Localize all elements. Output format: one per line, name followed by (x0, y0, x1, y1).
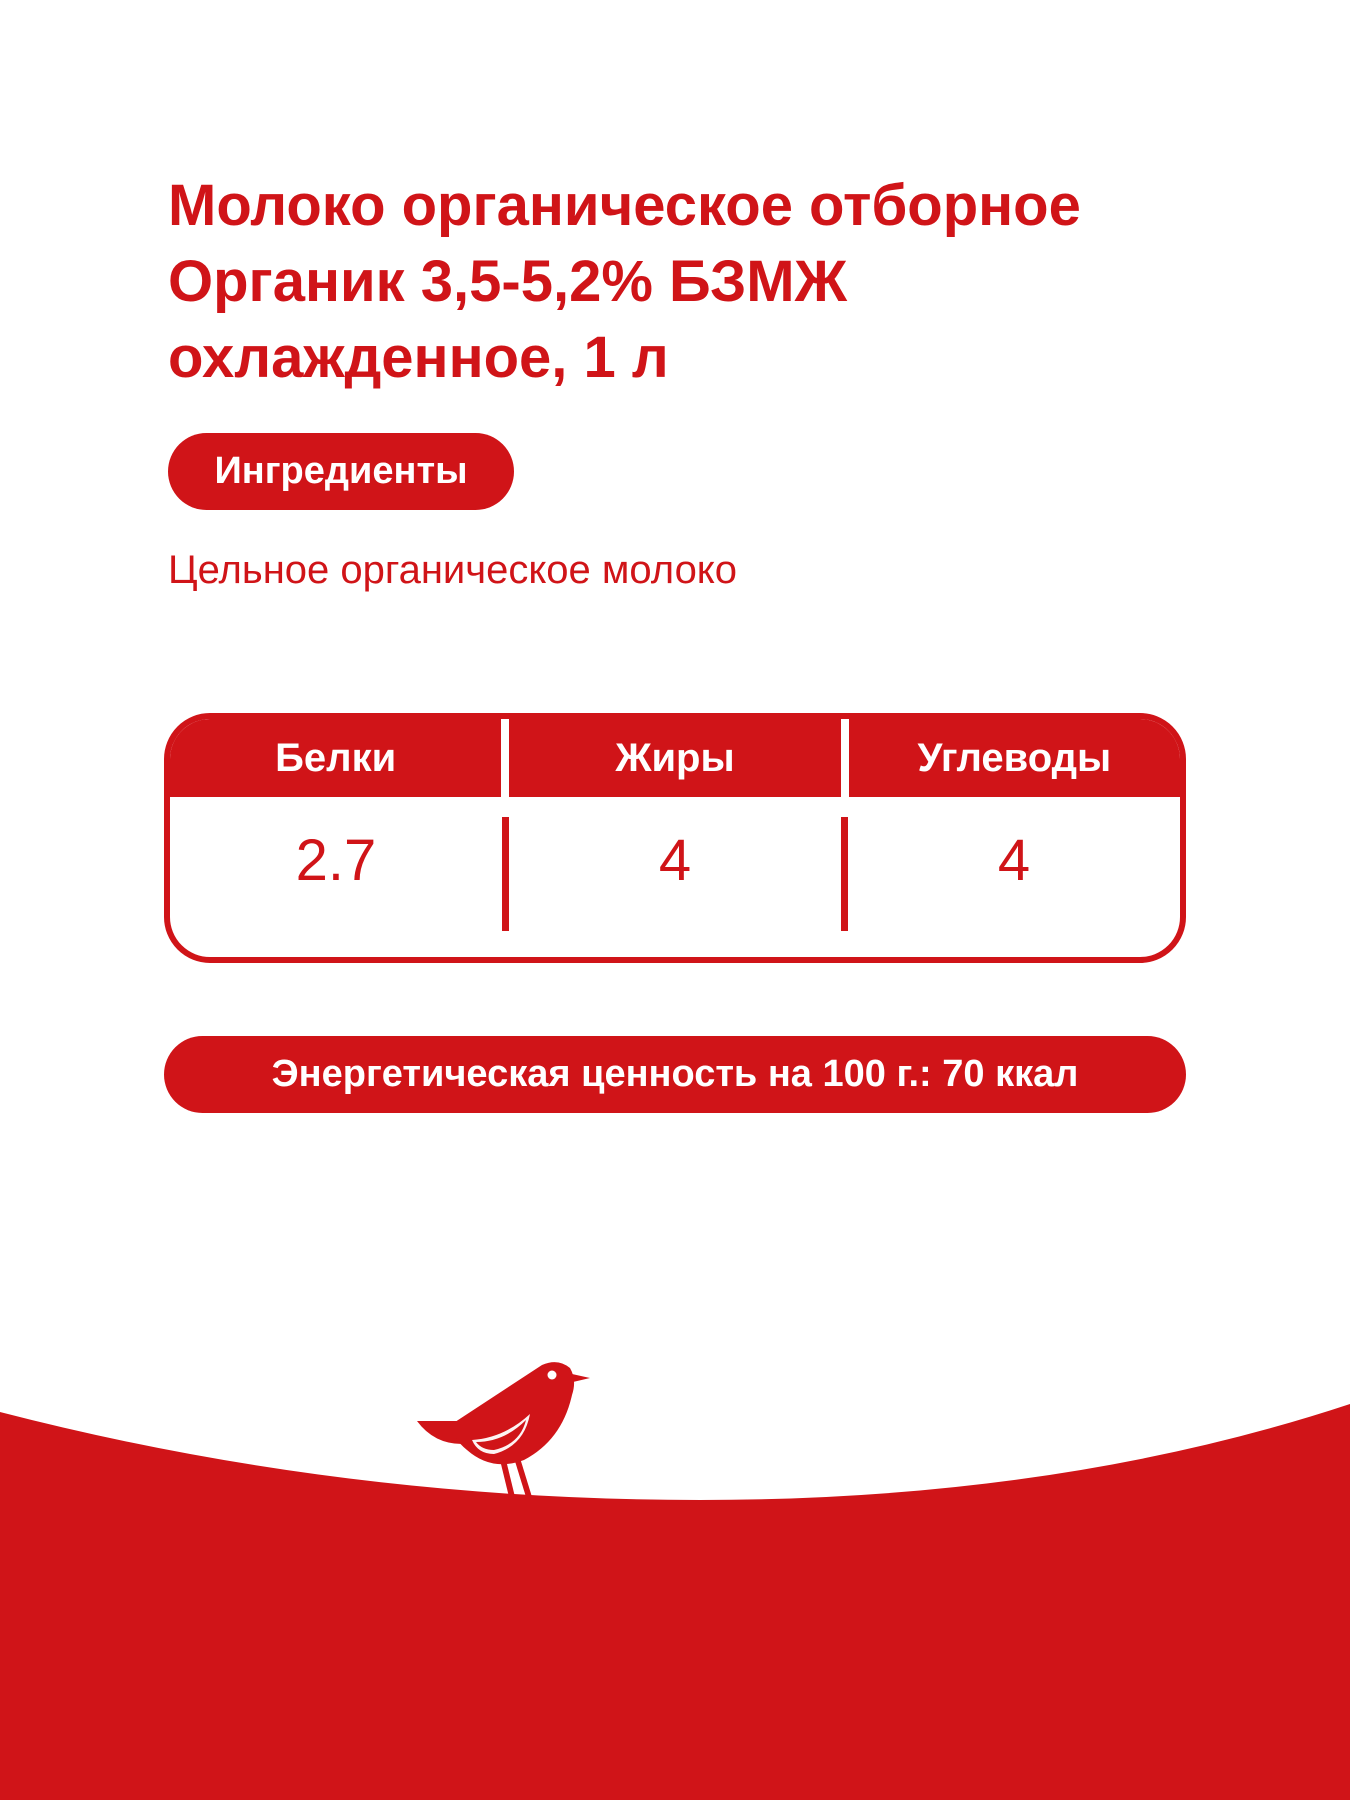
value-carbs: 4 (997, 827, 1031, 893)
product-title-line-2: Органик 3,5-5,2% БЗМЖ (168, 249, 848, 314)
energy-value-badge: Энергетическая ценность на 100 г.: 70 ккал (164, 1036, 1186, 1113)
product-title-line-1: Молоко органическое отборное (168, 173, 1081, 238)
product-title-line-3: охлажденное, 1 л (168, 325, 669, 390)
header-divider (501, 719, 509, 797)
nutrition-table-values (170, 797, 1180, 957)
header-carbs: Углеводы (917, 735, 1112, 780)
value-divider (841, 817, 848, 931)
product-title (168, 168, 1208, 396)
nutrition-table (164, 713, 1186, 963)
value-fat: 4 (658, 827, 692, 893)
header-protein: Белки (275, 735, 397, 780)
ingredients-label: Ингредиенты (168, 433, 514, 510)
red-bird-logo-icon (412, 1360, 592, 1500)
header-divider (841, 719, 849, 797)
nutrition-table-header (170, 719, 1180, 797)
header-fat: Жиры (615, 735, 735, 780)
value-divider (502, 817, 509, 931)
value-protein: 2.7 (295, 827, 377, 893)
ingredients-text: Цельное органическое молоко (168, 548, 738, 592)
footer-red-wave (0, 1360, 1350, 1800)
